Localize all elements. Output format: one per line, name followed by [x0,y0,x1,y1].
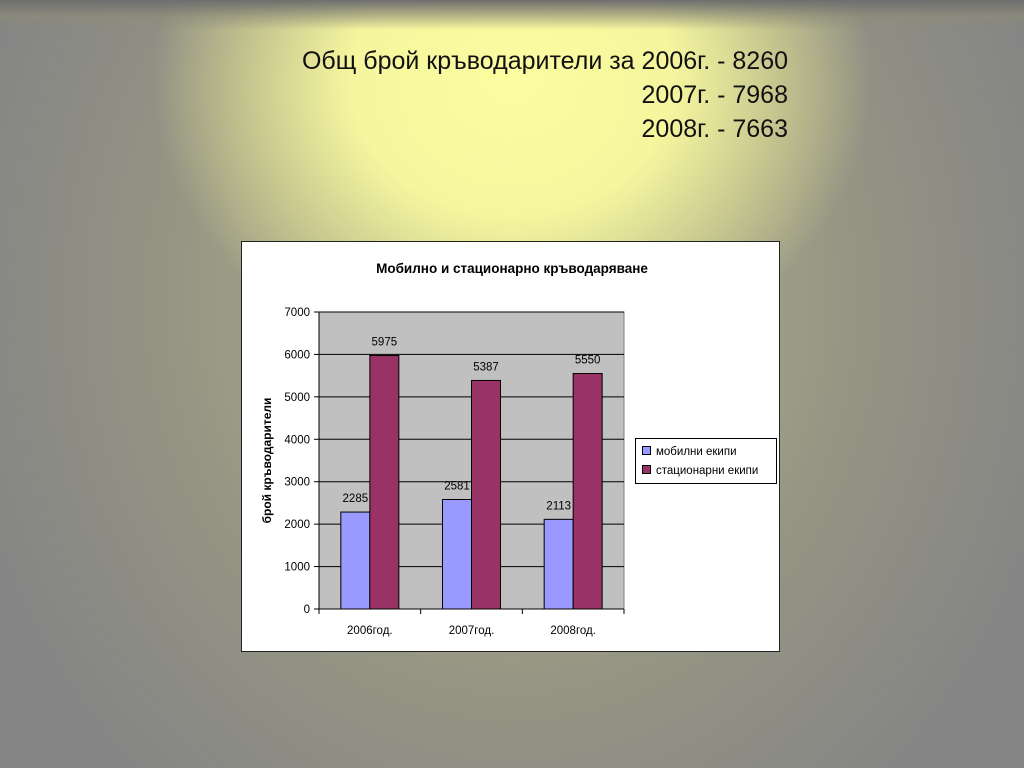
data-label-stationary-2: 5550 [574,354,601,367]
y-tick-label-5000: 5000 [284,391,310,404]
legend-label-stationary: стационарни екипи [656,465,759,477]
legend-item-mobile [642,445,737,459]
heading-line-2006: Общ брой кръводарители за 2006г. - 8260 [301,47,788,75]
legend-label-mobile: мобилни екипи [656,446,737,458]
data-label-stationary-0: 5975 [371,336,398,349]
bar-mobile-1 [443,499,472,609]
y-tick-label-1000: 1000 [284,561,310,574]
heading-line-2007: 2007г. - 7968 [641,81,788,109]
y-tick-label-3000: 3000 [284,476,310,489]
y-tick-label-0: 0 [303,604,310,616]
bar-stationary-0 [370,355,399,609]
slide-heading [180,44,788,146]
slide-top-sheen [0,0,1024,30]
y-axis-label: брой кръводарители [260,397,274,524]
x-tick-label-1: 2007год. [448,625,495,637]
legend-item-stationary [642,464,758,478]
bar-stationary-2 [573,374,602,609]
chart-title: Мобилно и стационарно кръводаряване [376,261,648,276]
x-tick-label-0: 2006год. [347,625,393,637]
data-label-mobile-2: 2113 [546,500,572,513]
bar-mobile-2 [544,519,573,609]
y-tick-label-4000: 4000 [284,434,310,447]
data-label-mobile-0: 2285 [342,493,369,506]
legend-swatch-stationary [642,465,651,474]
bar-stationary-1 [472,380,501,609]
chart-legend [635,438,777,484]
bar-mobile-0 [341,512,370,609]
legend-swatch-mobile [642,446,651,455]
y-tick-label-2000: 2000 [284,519,310,532]
x-tick-label-2: 2008год. [550,625,596,637]
data-label-stationary-1: 5387 [473,361,499,374]
chart-frame [241,241,780,652]
y-tick-label-7000: 7000 [284,307,310,319]
data-label-mobile-1: 2581 [444,480,470,493]
heading-line-2008: 2008г. - 7663 [641,115,788,143]
y-tick-label-6000: 6000 [284,349,310,362]
